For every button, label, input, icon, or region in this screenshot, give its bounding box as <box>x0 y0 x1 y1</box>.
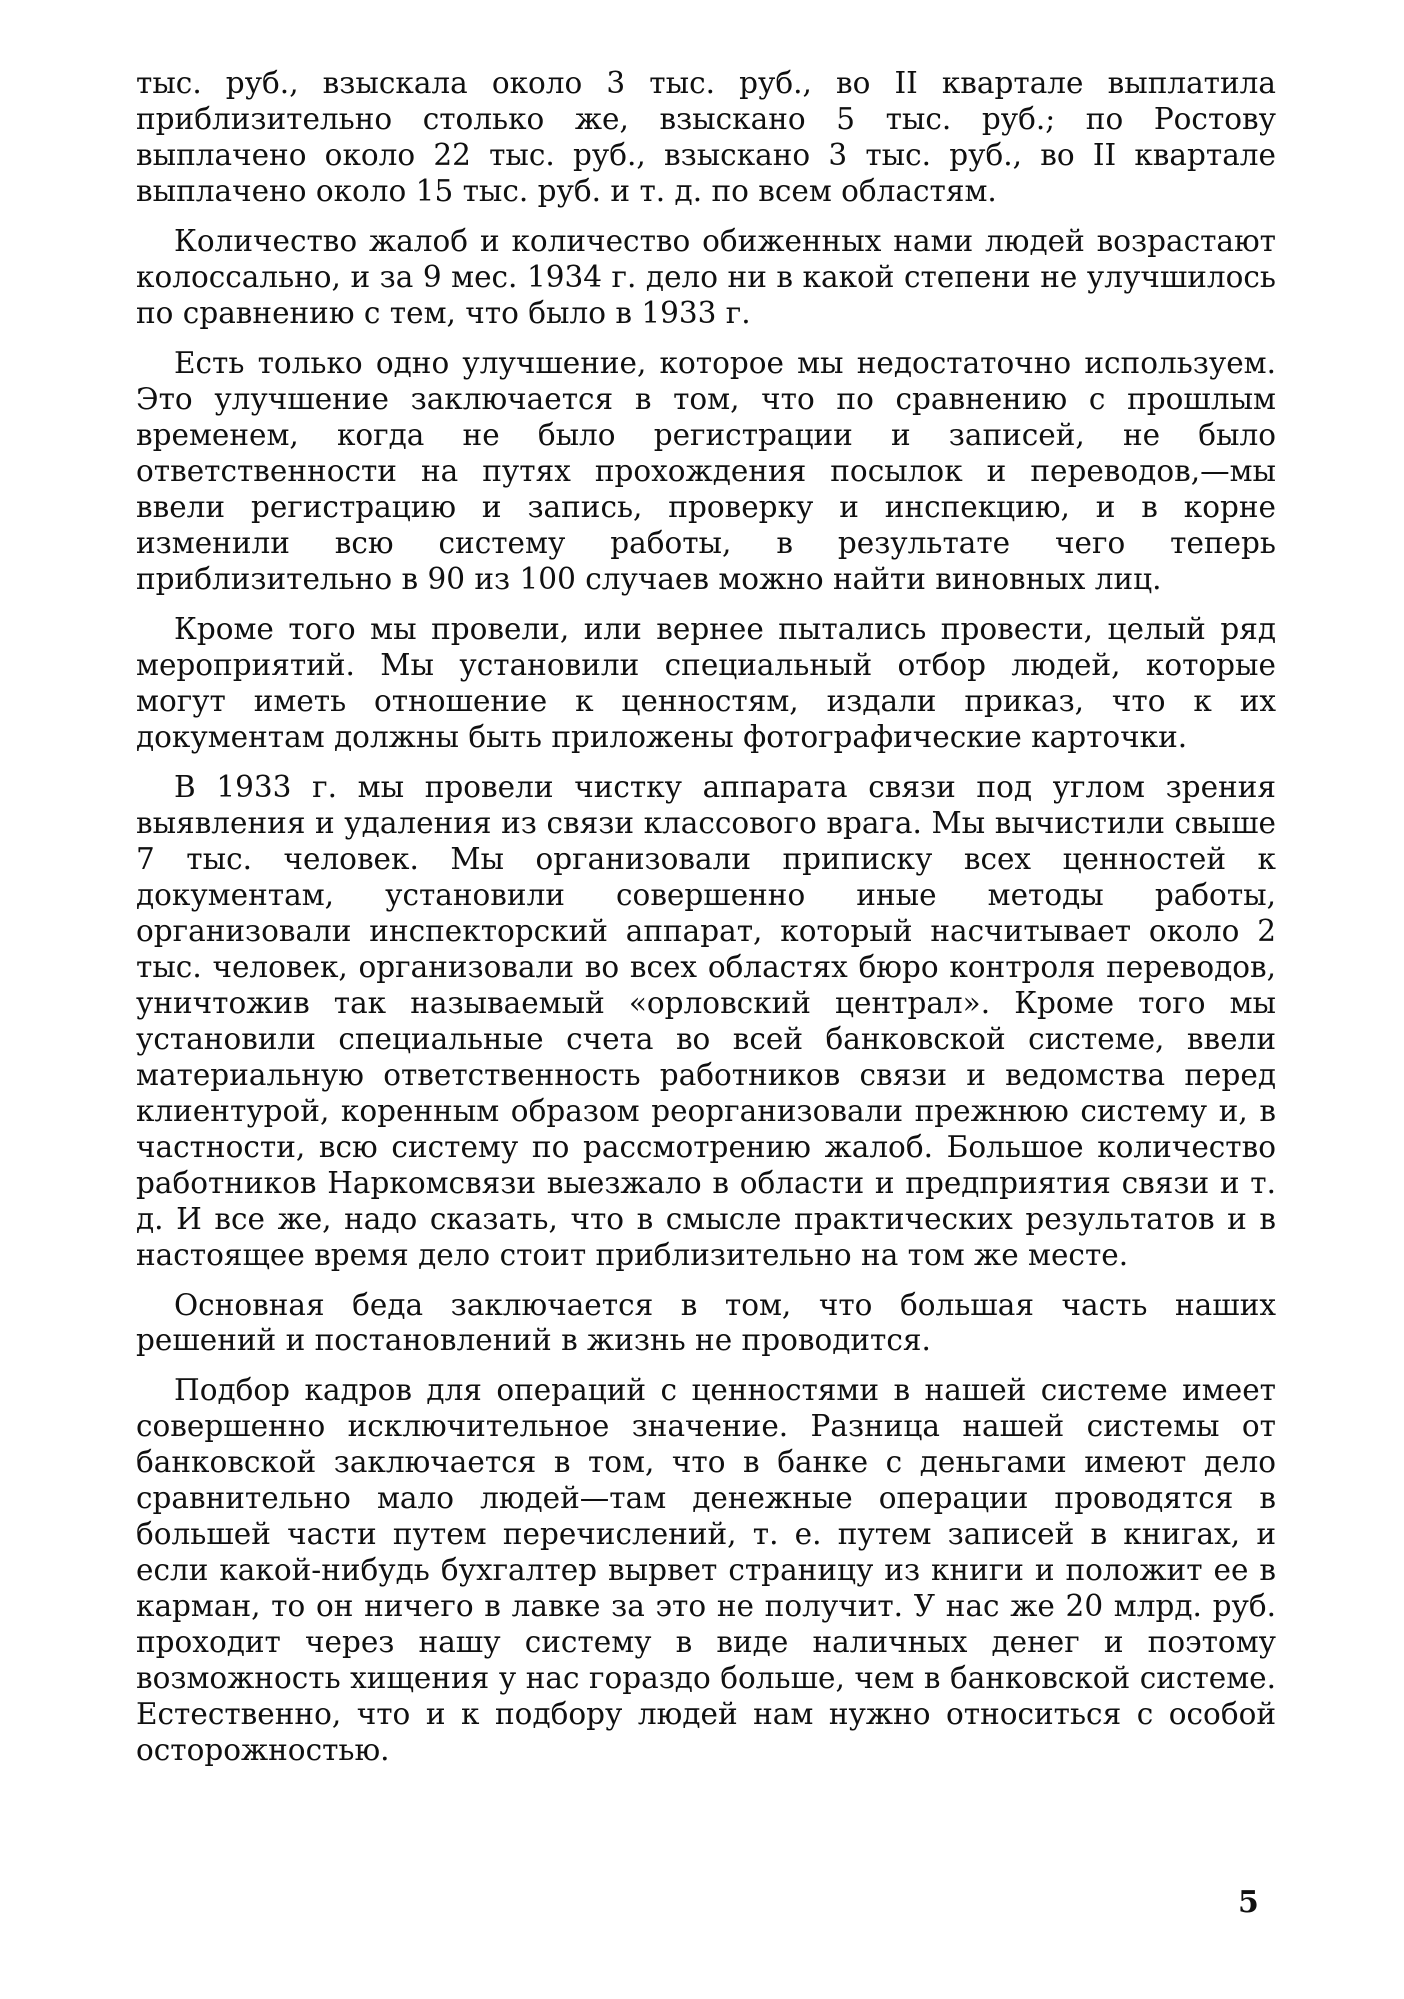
paragraph-7: Подбор кадров для операций с ценностями в нашей системе имеет совершенно исключительное значение. Разница нашей системы от банковской заключается в том, что в банке с деньгами имеют дело сравнительно мало людей—там денежные операции проводятся в большей части путем перечислений, т. е. путем записей в книгах, и если какой-нибудь бухгалтер вырвет страницу из книги и положит ее в карман, то он ничего в лавке за это не получит. У нас же 20 млрд. руб. проходит через нашу систему в виде наличных денег и поэтому возможность хищения у нас гораздо больше, чем в банковской системе. Естественно, что и к подбору людей нам нужно относиться с особой осторожностью. <box>136 1373 1276 1768</box>
body-text <box>136 66 1276 1783</box>
paragraph-3: Есть только одно улучшение, которое мы недостаточно используем. Это улучшение заключается в том, что по сравнению с прошлым временем, когда не было регистрации и записей, не было ответственности на путях прохождения посылок и переводов,—мы ввели регистрацию и запись, проверку и инспекцию, и в корне изменили всю систему работы, в результате чего теперь приблизительно в 90 из 100 случаев можно найти виновных лиц. <box>136 345 1276 596</box>
page-number: 5 <box>1238 1885 1259 1920</box>
paragraph-2: Количество жалоб и количество обиженных нами людей возрастают колоссально, и за 9 мес. 1934 г. дело ни в какой степени не улучшилось по сравнению с тем, что было в 1933 г. <box>136 223 1276 330</box>
paragraph-1: тыс. руб., взыскала около 3 тыс. руб., во II квартале выплатила приблизительно столько же, взыскано 5 тыс. руб.; по Ростову выплачено около 22 тыс. руб., взыскано 3 тыс. руб., во II квартале выплачено около 15 тыс. руб. и т. д. по всем областям. <box>136 66 1276 208</box>
paragraph-4: Кроме того мы провели, или вернее пытались провести, целый ряд мероприятий. Мы установили специальный отбор людей, которые могут иметь отношение к ценностям, издали приказ, что к их документам должны быть приложены фотографические карточки. <box>136 611 1276 754</box>
paragraph-6: Основная беда заключается в том, что большая часть наших решений и постановлений в жизнь не проводится. <box>136 1287 1276 1358</box>
paragraph-5: В 1933 г. мы провели чистку аппарата связи под углом зрения выявления и удаления из связи классового врага. Мы вычистили свыше 7 тыс. человек. Мы организовали приписку всех ценностей к документам, установили совершенно иные методы работы, организовали инспекторский аппарат, который насчитывает около 2 тыс. человек, организовали во всех областях бюро контроля переводов, уничтожив так называемый «орловский централ». Кроме того мы установили специальные счета во всей банковской системе, ввели материальную ответственность работников связи и ведомства перед клиентурой, коренным образом реорганизовали прежнюю систему и, в частности, всю систему по рассмотрению жалоб. Большое количество работников Наркомсвязи выезжало в области и предприятия связи и т. д. И все же, надо сказать, что в смысле практических результатов и в настоящее время дело стоит приблизительно на том же месте. <box>136 769 1276 1272</box>
